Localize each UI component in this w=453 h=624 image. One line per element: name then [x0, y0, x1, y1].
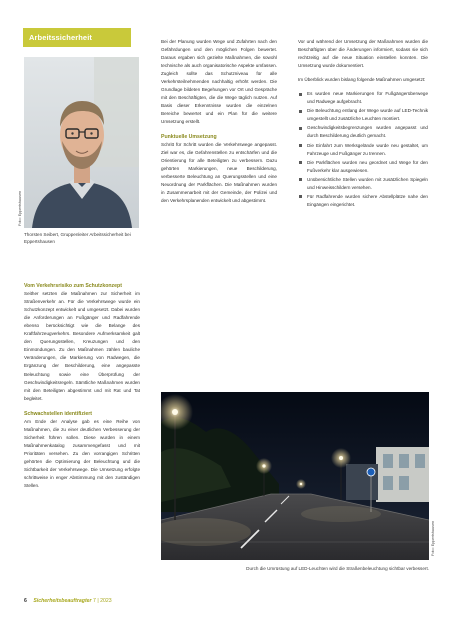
night-photo-credit: Foto: Eppertshausen: [431, 520, 435, 556]
list-item: Die Einfahrt zum Werksgelände wurde neu gestaltet, um Fahrzeuge und Fußgänger zu trennen.: [298, 142, 428, 158]
bullet-icon: [299, 195, 302, 198]
list-item: Die Parkflächen wurden neu geordnet und Wege für den Fußverkehr klar ausgewiesen.: [298, 159, 428, 175]
list-item: Für Radfahrende wurden sichere Abstellplätze nahe den Eingängen eingerichtet.: [298, 193, 428, 209]
bullet-icon: [299, 127, 302, 130]
portrait-credit: Foto: Eppertshausen: [18, 190, 22, 226]
list-item: Geschwindigkeitsbegrenzungen wurden angepasst und durch Beschilderung deutlich gemacht.: [298, 124, 428, 140]
column-1: [24, 282, 140, 490]
column-3: [298, 38, 428, 210]
magazine-title: Sicherheitsbeauftragter: [33, 598, 92, 604]
page-number: 6: [24, 598, 27, 604]
bullet-icon: [299, 161, 302, 164]
col2-paragraph-2: Schritt für Schritt wurden die Verkehrswege angepasst. Ziel war es, die Gefahrenstellen zu entschärfen und die Orientierung für alle Beteiligten zu verbessern. Dazu gehörten Markierungen, neue Beschilderung, verbesserte Beleuchtung an Querungsstellen und eine Neuordnung der Parkflächen. Die Maßnahmen wurden in Zusammenarbeit mit der Gemeinde, der Polizei und den Verkehrsplanenden entwickelt und abgestimmt.: [161, 141, 277, 203]
col3-paragraph-1: Vor und während der Umsetzung der Maßnahmen wurden die Beschäftigten über die Änderungen informiert, sodass sie sich rechtzeitig auf die neue Situation einstellen konnten. Die Umsetzung wurde dokumentiert.: [298, 39, 428, 69]
list-item: Es wurden neue Markierungen für Fußgängerüberwege und Radwege aufgebracht.: [298, 90, 428, 106]
bullet-icon: [299, 110, 302, 113]
heading-vom-verkehrsrisiko: Vom Verkehrsrisiko zum Schutzkonzept: [24, 283, 122, 289]
heading-punktuelle-umsetzung: Punktuelle Umsetzung: [161, 133, 217, 140]
bullet-icon: [299, 93, 302, 96]
col1-paragraph-1: Seither setzten die Maßnahmen zur Sicherheit im Straßenverkehr an. Für die Verkehrswege wurde ein Schutzkonzept entwickelt und umgesetzt. Dabei wurden die Anforderungen an Fußgänger und Radfahrende ebenso berücksichtigt wie die Belange des Kraftfahrzeugverkehrs. Besondere Aufmerksamkeit galt den Querungsstellen, Kreuzungen und den Einmündungen. Zu den Maßnahmen zählen bauliche Veränderungen, die Markierung von Radwegen, die Ergänzung der Beschilderung, eine angepasste Beleuchtung sowie eine Überprüfung der Geschwindigkeitsregeln. Sämtliche Maßnahmen wurden mit den Beteiligten abgestimmt und mit Rat und Tat begleitet.: [24, 291, 140, 401]
list-item: Die Beleuchtung entlang der Wege wurde auf LED-Technik umgestellt und zusätzliche Leuchten montiert.: [298, 107, 428, 123]
issue-number: 7 | 2023: [93, 598, 112, 604]
measures-list: [298, 90, 428, 209]
night-photo-caption: Durch die Umrüstung auf LED-Leuchten wird die Straßenbeleuchtung sichtbar verbessert.: [246, 566, 429, 571]
portrait-caption: Thorsten Seibert, Gruppenleiter Arbeitssicherheit bei Eppertshausen: [24, 232, 131, 245]
portrait-photo: [24, 57, 139, 228]
page-footer: [24, 598, 112, 604]
heading-schwachstellen: Schwachstellen identifiziert: [24, 410, 93, 417]
list-item: Unübersichtliche Stellen wurden mit zusätzlichen Spiegeln und Hinweisschildern versehen.: [298, 176, 428, 192]
col2-paragraph-1: Bei der Planung wurden Wege und Zufahrten nach den Gefährdungen und den möglichen Folgen bewertet. Daraus ergaben sich gezielte Maßnahmen, die sowohl technische als auch organisatorische Aspekte umfassen. Zugleich sollte das Schutzniveau für alle Verkehrsteilnehmenden nachhaltig erhöht werden. Die Grundlage bildeten Begehungen vor Ort und Gespräche mit den Beschäftigten, die die Wege täglich nutzen. Auf Basis dieser Erkenntnisse wurden die einzelnen Bereiche bewertet und ein Plan für die weitere Umsetzung erstellt.: [161, 39, 277, 125]
col1-paragraph-2: Am Ende der Analyse gab es eine Reihe von Maßnahmen, die zu einer deutlichen Verbesserung der Sicherheit führen sollen. Diese wurden in einem Maßnahmenkatalog zusammengefasst und mit Prioritäten versehen. Zu den vorrangigen Schritten gehörten die Optimierung der Beleuchtung und die Sichtbarkeit der Verkehrswege. Die Umsetzung erfolgte schrittweise in enger Abstimmung mit den zuständigen Stellen.: [24, 418, 140, 489]
bullet-icon: [299, 178, 302, 181]
col3-paragraph-2: Im Überblick wurden bislang folgende Maßnahmen umgesetzt:: [298, 77, 426, 83]
column-2: [161, 38, 277, 205]
bullet-icon: [299, 144, 302, 147]
section-tag: Arbeitssicherheit: [23, 28, 131, 47]
night-road-photo: [161, 392, 429, 560]
